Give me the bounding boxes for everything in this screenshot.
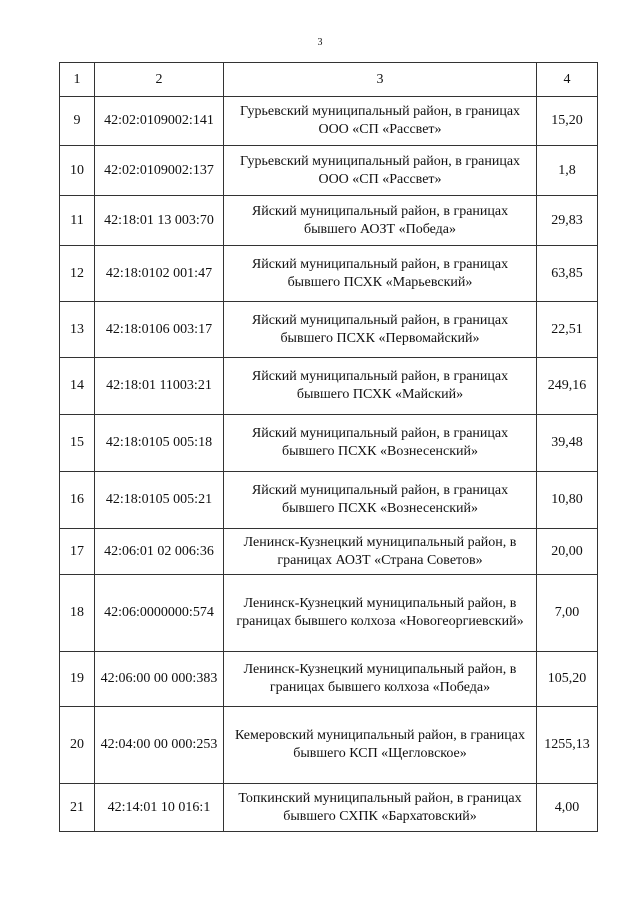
cadastral-number: 42:06:00 00 000:383 <box>95 652 224 707</box>
location-description: Гурьевский муниципальный район, в границах ООО «СП «Рассвет» <box>224 146 537 196</box>
row-number: 21 <box>60 784 95 832</box>
table-row <box>60 652 598 707</box>
location-description: Яйский муниципальный район, в границах бывшего ПСХК «Первомайский» <box>224 302 537 358</box>
cadastral-number: 42:14:01 10 016:1 <box>95 784 224 832</box>
cadastral-number: 42:18:0102 001:47 <box>95 246 224 302</box>
area-value: 15,20 <box>537 97 598 146</box>
area-value: 39,48 <box>537 415 598 472</box>
row-number: 10 <box>60 146 95 196</box>
table-row <box>60 246 598 302</box>
cadastral-number: 42:18:0105 005:21 <box>95 472 224 529</box>
area-value: 7,00 <box>537 575 598 652</box>
cadastral-number: 42:18:01 11003:21 <box>95 358 224 415</box>
area-value: 1255,13 <box>537 707 598 784</box>
cadastral-number: 42:04:00 00 000:253 <box>95 707 224 784</box>
header-cell-area: 4 <box>537 63 598 97</box>
row-number: 18 <box>60 575 95 652</box>
area-value: 249,16 <box>537 358 598 415</box>
location-description: Яйский муниципальный район, в границах бывшего ПСХК «Вознесенский» <box>224 415 537 472</box>
table-row <box>60 358 598 415</box>
land-plots-table <box>59 62 598 832</box>
location-description: Яйский муниципальный район, в границах бывшего АОЗТ «Победа» <box>224 196 537 246</box>
cadastral-number: 42:06:0000000:574 <box>95 575 224 652</box>
location-description: Кемеровский муниципальный район, в границах бывшего КСП «Щегловское» <box>224 707 537 784</box>
table-row <box>60 146 598 196</box>
cadastral-number: 42:18:01 13 003:70 <box>95 196 224 246</box>
page-number: 3 <box>317 37 323 48</box>
location-description: Топкинский муниципальный район, в границах бывшего СХПК «Бархатовский» <box>224 784 537 832</box>
row-number: 15 <box>60 415 95 472</box>
table-row <box>60 415 598 472</box>
area-value: 105,20 <box>537 652 598 707</box>
row-number: 11 <box>60 196 95 246</box>
cadastral-number: 42:06:01 02 006:36 <box>95 529 224 575</box>
table-row <box>60 529 598 575</box>
header-cell-number: 1 <box>60 63 95 97</box>
location-description: Ленинск-Кузнецкий муниципальный район, в границах бывшего колхоза «Победа» <box>224 652 537 707</box>
area-value: 10,80 <box>537 472 598 529</box>
table-header-row <box>60 63 598 97</box>
location-description: Яйский муниципальный район, в границах бывшего ПСХК «Майский» <box>224 358 537 415</box>
row-number: 13 <box>60 302 95 358</box>
table-row <box>60 575 598 652</box>
row-number: 12 <box>60 246 95 302</box>
table-row <box>60 784 598 832</box>
location-description: Яйский муниципальный район, в границах бывшего ПСХК «Марьевский» <box>224 246 537 302</box>
row-number: 14 <box>60 358 95 415</box>
area-value: 20,00 <box>537 529 598 575</box>
area-value: 22,51 <box>537 302 598 358</box>
location-description: Ленинск-Кузнецкий муниципальный район, в границах АОЗТ «Страна Советов» <box>224 529 537 575</box>
table-row <box>60 302 598 358</box>
header-cell-description: 3 <box>224 63 537 97</box>
row-number: 19 <box>60 652 95 707</box>
row-number: 17 <box>60 529 95 575</box>
location-description: Гурьевский муниципальный район, в границах ООО «СП «Рассвет» <box>224 97 537 146</box>
area-value: 29,83 <box>537 196 598 246</box>
cadastral-number: 42:02:0109002:137 <box>95 146 224 196</box>
area-value: 4,00 <box>537 784 598 832</box>
area-value: 1,8 <box>537 146 598 196</box>
cadastral-number: 42:18:0105 005:18 <box>95 415 224 472</box>
row-number: 20 <box>60 707 95 784</box>
area-value: 63,85 <box>537 246 598 302</box>
table-row <box>60 472 598 529</box>
cadastral-number: 42:18:0106 003:17 <box>95 302 224 358</box>
location-description: Яйский муниципальный район, в границах бывшего ПСХК «Вознесенский» <box>224 472 537 529</box>
table-row <box>60 196 598 246</box>
location-description: Ленинск-Кузнецкий муниципальный район, в границах бывшего колхоза «Новогеоргиевский» <box>224 575 537 652</box>
row-number: 9 <box>60 97 95 146</box>
table-row <box>60 707 598 784</box>
row-number: 16 <box>60 472 95 529</box>
header-cell-cadastral: 2 <box>95 63 224 97</box>
table-row <box>60 97 598 146</box>
cadastral-number: 42:02:0109002:141 <box>95 97 224 146</box>
